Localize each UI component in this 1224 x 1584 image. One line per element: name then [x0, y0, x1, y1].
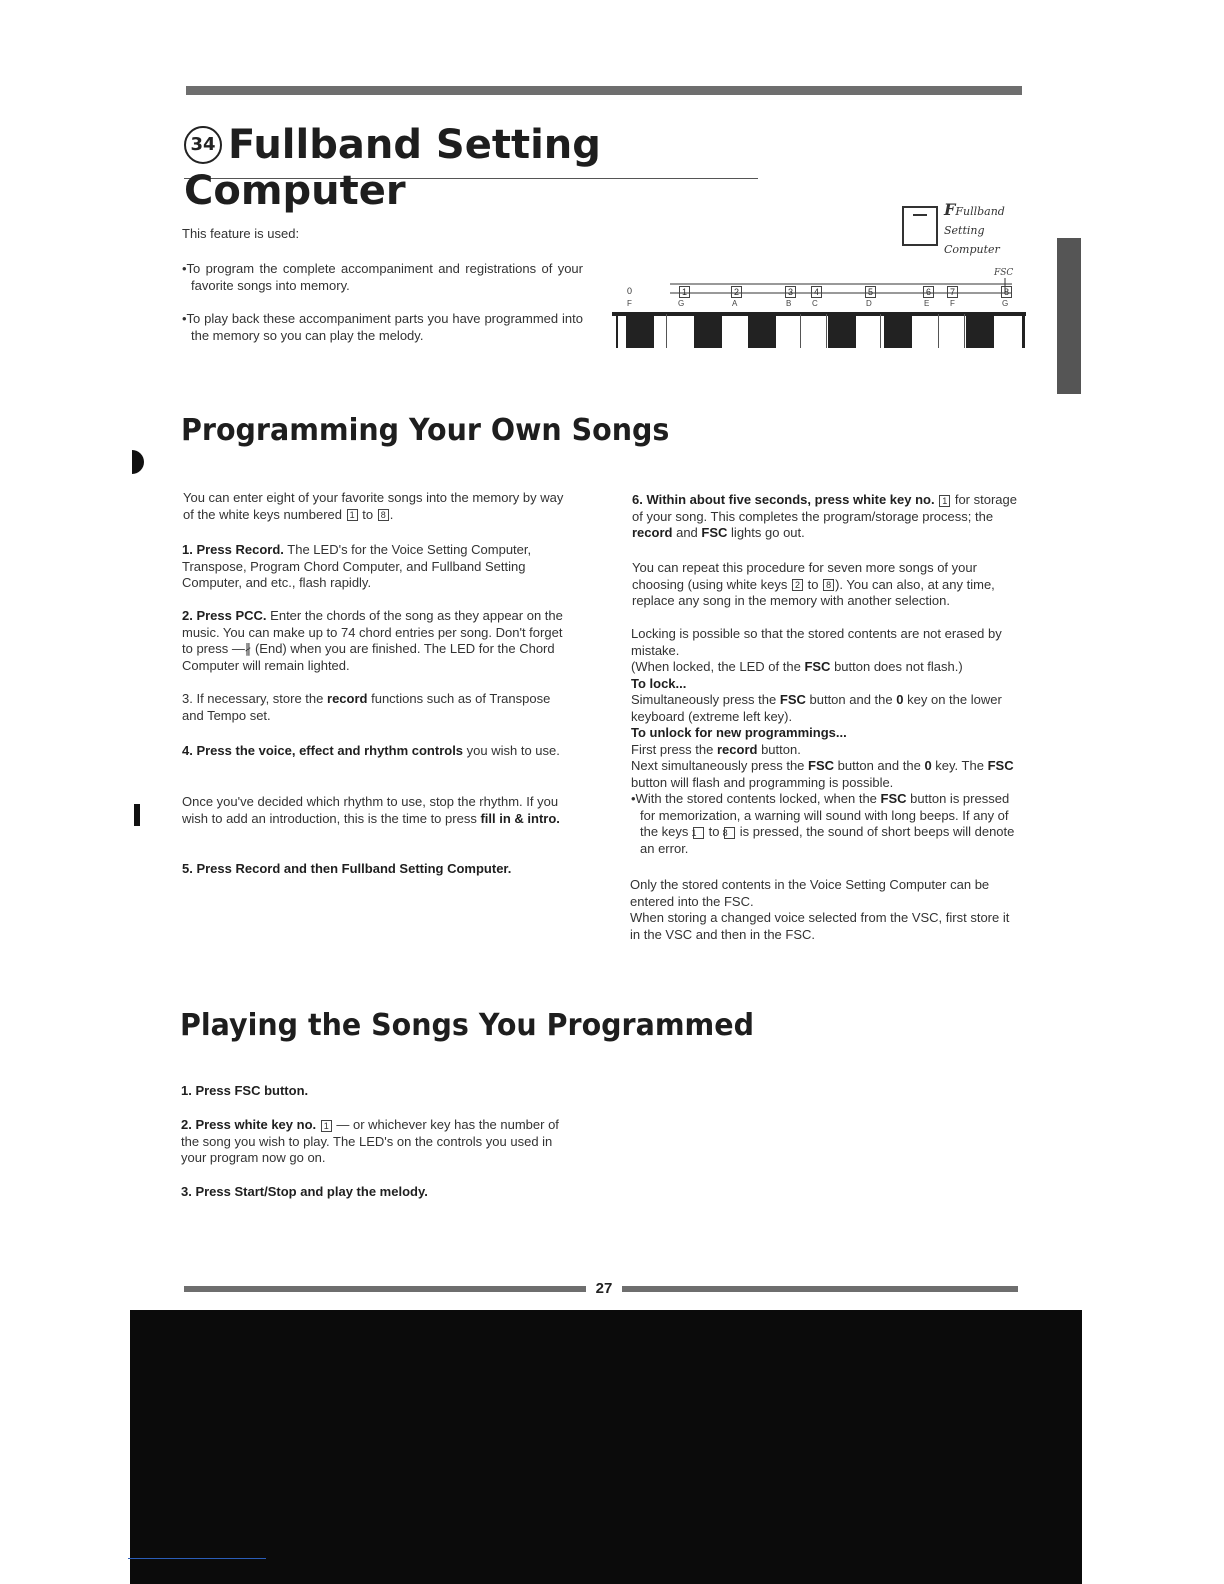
lock-section: [631, 626, 1023, 857]
play-step-3: 3. Press Start/Stop and play the melody.: [181, 1184, 428, 1199]
title-text: Fullband Setting Computer: [184, 122, 601, 214]
black-key: [966, 314, 994, 348]
key-number-7: 7: [946, 286, 959, 298]
fsc-logo-line2: Setting: [944, 224, 985, 237]
note-label: F: [950, 299, 955, 308]
black-key: [748, 314, 776, 348]
step-6: 6. Within about five seconds, press white key no. 1 for storage of your song. This completes the program/storage process; the record and FSC lights go out.: [632, 492, 1017, 540]
vsc-note: [630, 877, 1022, 943]
vsc-note-1: Only the stored contents in the Voice Setting Computer can be entered into the FSC.: [630, 877, 990, 909]
fsc-logo: FFullband Setting Computer: [944, 200, 1005, 256]
note-label: A: [732, 299, 738, 308]
lock-text: Locking is possible so that the stored contents are not erased by mistake.: [631, 626, 1002, 658]
step-2: 2. Press PCC. Enter the chords of the song as they appear on the music. You can make up to 74 chord entries per song. Don't forget to press —∦ (End) when you are finished. The LED for the Chord Computer will remain lighted.: [182, 608, 563, 673]
key-number-5: 5: [864, 286, 877, 298]
vsc-note-2: When storing a changed voice selected from the VSC, first store it in the VSC and then in the FSC.: [630, 910, 1010, 942]
key-zero-label: 0: [627, 286, 633, 296]
black-key: [828, 314, 856, 348]
note-label: E: [924, 299, 930, 308]
black-key: [694, 314, 722, 348]
note-label: G: [1002, 299, 1009, 308]
step-1: 1. Press Record. The LED's for the Voice Setting Computer, Transpose, Program Chord Computer, and Fullband Setting Computer, and etc., flash rapidly.: [182, 542, 532, 590]
intro-bullet-1: •To program the complete accompaniment and registrations of your favorite songs into memory.: [182, 261, 583, 293]
unlock-line-1: First press the record button.: [631, 741, 801, 757]
fsc-keyboard-label: FSC: [994, 268, 1014, 278]
intro-lead: This feature is used:: [182, 226, 300, 241]
page-number: 27: [595, 1280, 613, 1297]
playing-heading: Playing the Songs You Programmed: [180, 1008, 754, 1043]
step-4: 4. Press the voice, effect and rhythm controls you wish to use.: [182, 743, 560, 758]
to-unlock-heading: To unlock for new programmings...: [631, 725, 847, 740]
section-number-badge: 34: [184, 126, 222, 164]
fsc-logo-line1: Fullband: [955, 205, 1005, 218]
key-number-6: 6: [922, 286, 935, 298]
unlock-line-2: Next simultaneously press the FSC button and the 0 key. The FSC button will flash and programming is possible.: [631, 758, 1014, 790]
note-label: C: [812, 299, 818, 308]
note-label: B: [786, 299, 792, 308]
programming-heading: Programming Your Own Songs: [181, 413, 670, 448]
programming-intro: You can enter eight of your favorite songs into the memory by way of the white keys numbered 1 to 8 .: [183, 490, 564, 522]
play-step-1: 1. Press FSC button.: [181, 1083, 309, 1098]
rhythm-note: Once you've decided which rhythm to use, stop the rhythm. If you wish to add an introduction, this is the time to press fill in & intro.: [182, 794, 560, 826]
key-number-8: 8: [1000, 286, 1013, 298]
key-number-2: 2: [730, 286, 743, 298]
note-label: D: [866, 299, 872, 308]
note-label: G: [678, 299, 685, 308]
fsc-logo-line3: Computer: [944, 243, 1000, 256]
step-5: 5. Press Record and then Fullband Setting Computer.: [182, 861, 512, 876]
binding-mark: [134, 804, 140, 826]
fsc-button-icon: [902, 206, 938, 246]
play-step-2: 2. Press white key no. 1 — or whichever key has the number of the song you wish to play. The LED's on the controls you used in your program now go on.: [181, 1117, 559, 1165]
binding-mark: [132, 450, 144, 474]
to-lock-heading: To lock...: [631, 675, 687, 691]
black-key: [884, 314, 912, 348]
step-3: 3. If necessary, store the record functions such as of Transpose and Tempo set.: [182, 691, 551, 723]
black-key: [626, 314, 654, 348]
lock-note: (When locked, the LED of the FSC button does not flash.): [631, 659, 963, 674]
footer-rule-left: [184, 1286, 586, 1292]
key-number-3: 3: [784, 286, 797, 298]
section-tab: [1057, 238, 1081, 394]
key-number-4: 4: [810, 286, 823, 298]
intro-bullet-2: •To play back these accompaniment parts you have programmed into the memory so you can play the melody.: [182, 311, 583, 343]
footer-rule-right: [622, 1286, 1018, 1292]
scan-background: [130, 1310, 1082, 1584]
page-title: [184, 122, 758, 214]
to-lock-text: Simultaneously press the FSC button and the 0 key on the lower keyboard (extreme left key).: [631, 692, 1002, 724]
top-rule: [186, 86, 1022, 95]
scan-edge-line: [128, 1558, 266, 1559]
key-number-1: 1: [678, 286, 691, 298]
note-label: F: [627, 299, 632, 308]
locked-warning-bullet: •With the stored contents locked, when the FSC button is pressed for memorization, a warning will sound with long beeps. If any of the keys 1 to 8 is pressed, the sound of short beeps will denote an error.: [631, 791, 1015, 856]
repeat-note: You can repeat this procedure for seven more songs of your choosing (using white keys 2 to 8 ). You can also, at any time, replace any song in the memory with another selection.: [632, 560, 995, 608]
